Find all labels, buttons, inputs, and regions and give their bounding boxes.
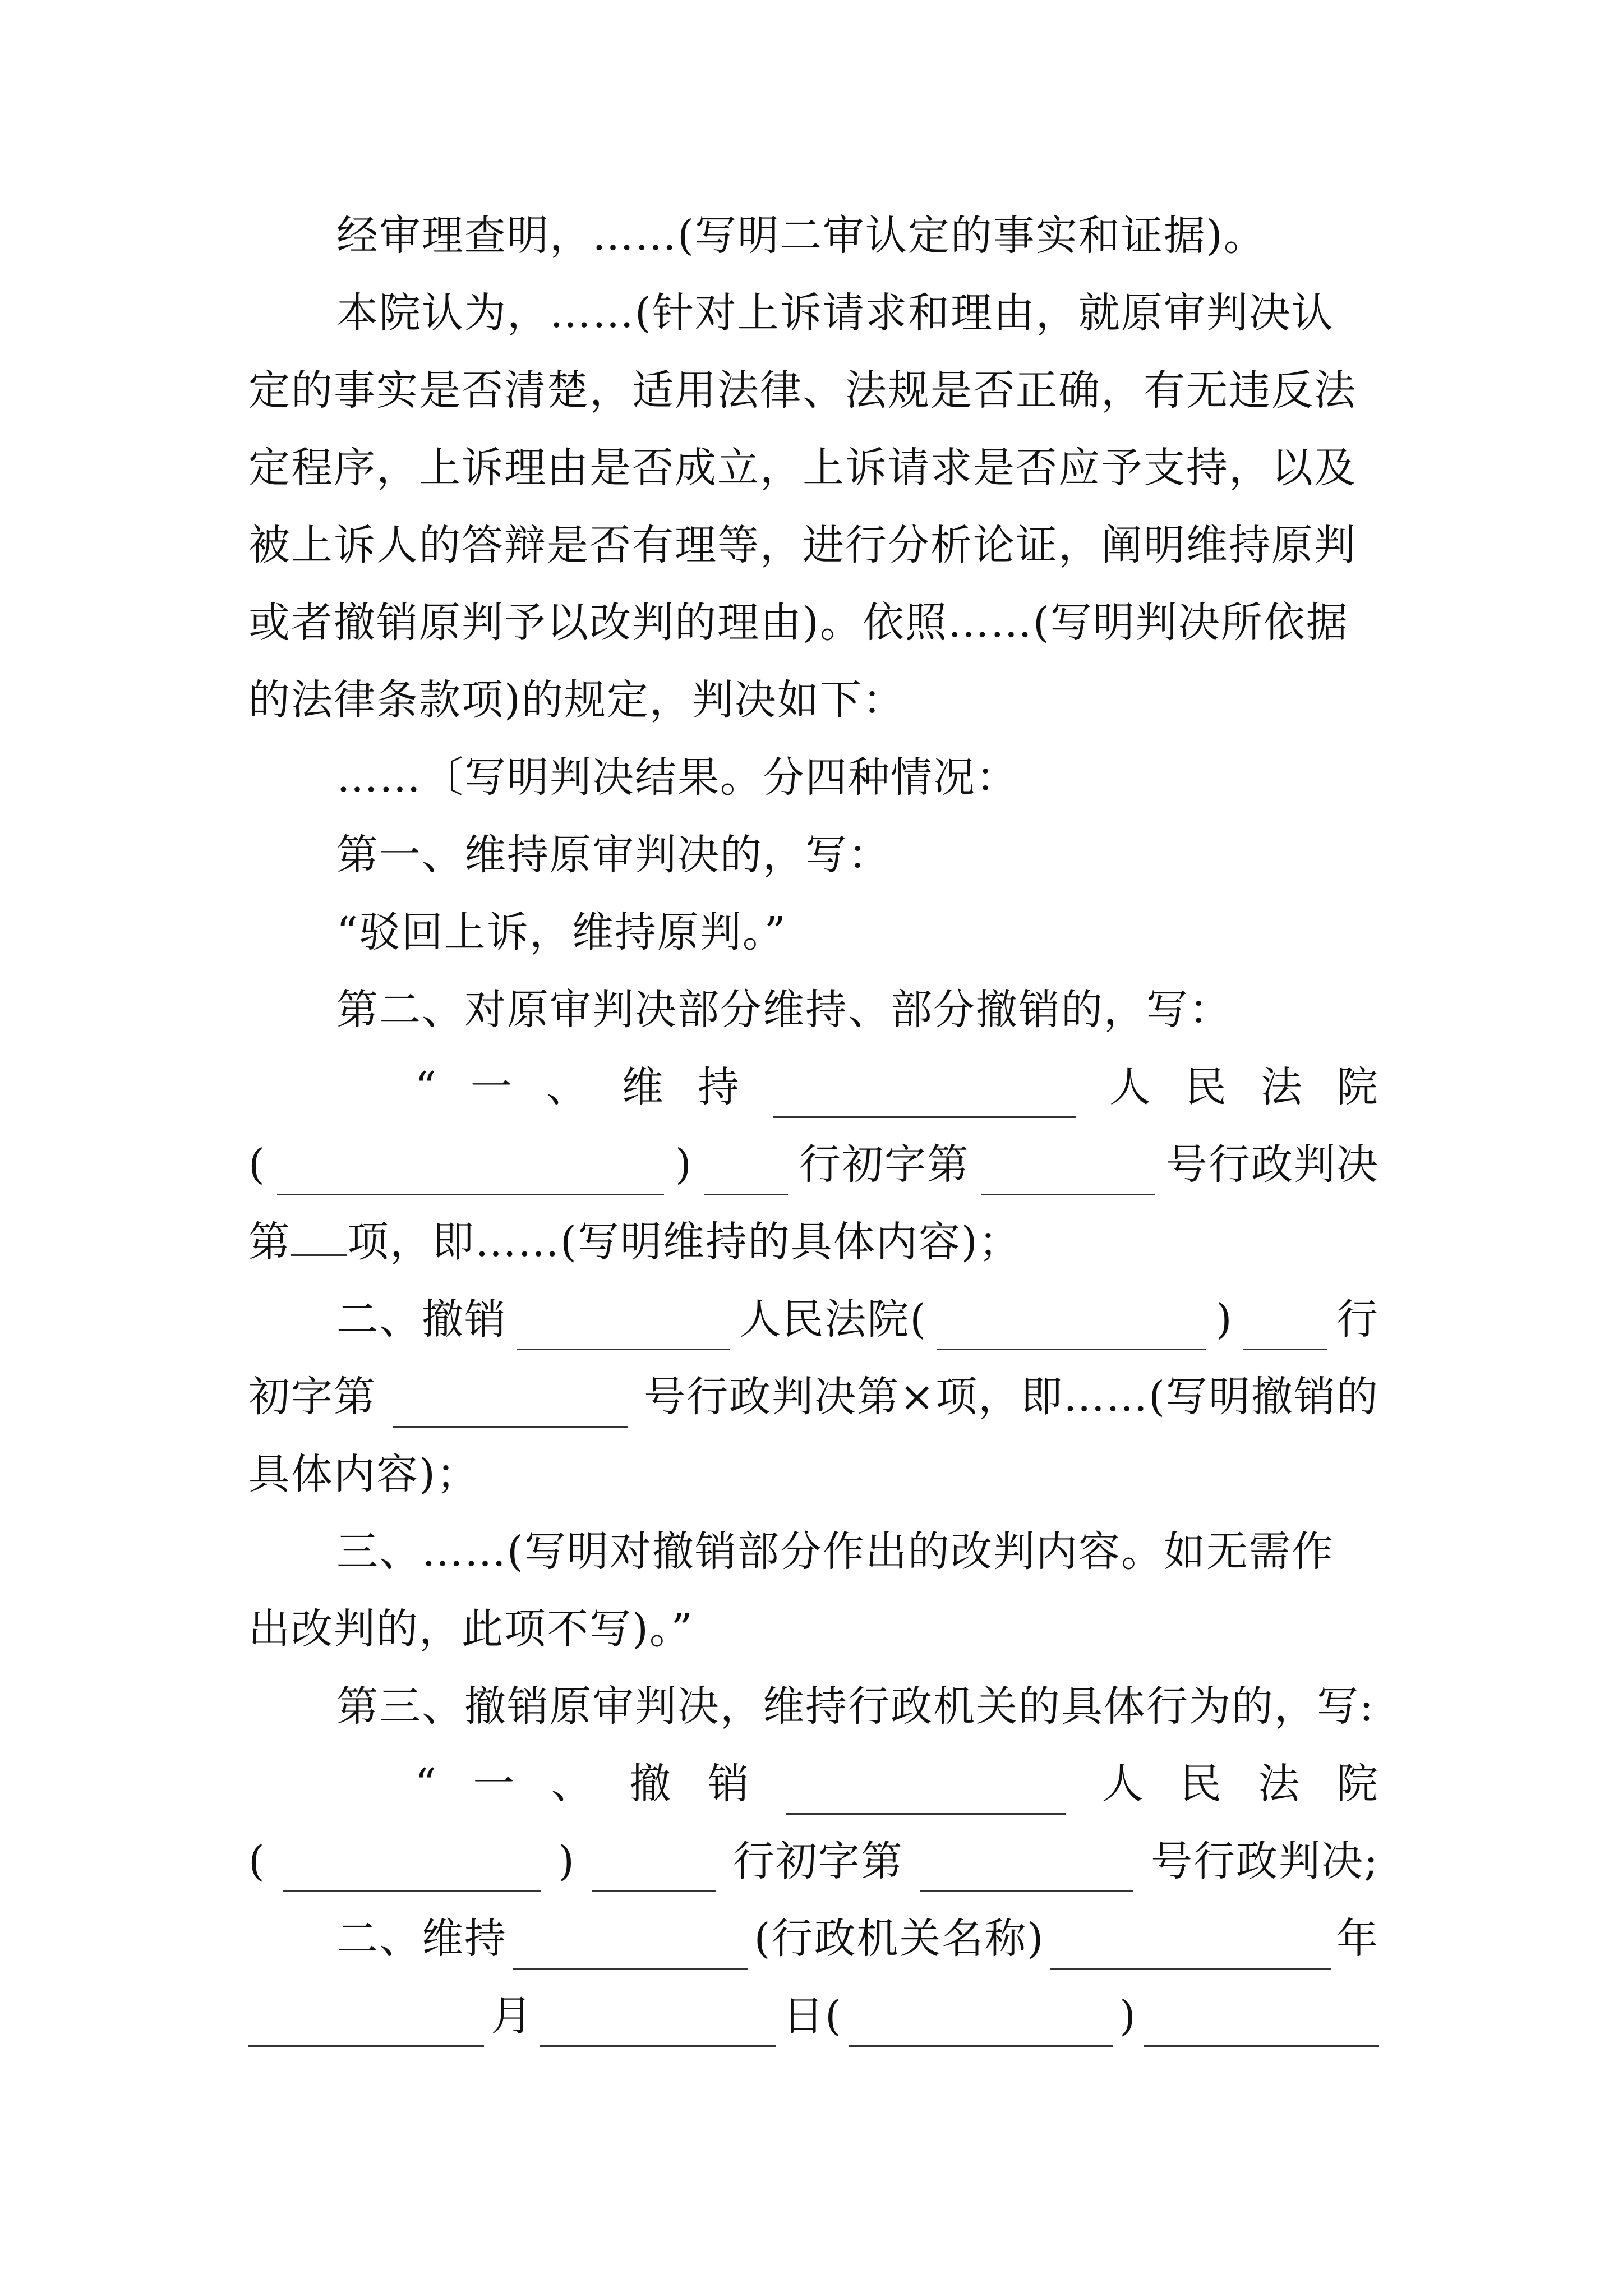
- text-segment: 号行政判决第×项，即……(写明撤销的: [644, 1373, 1379, 1421]
- text-segment: 第: [248, 1218, 291, 1266]
- text-line-with-blanks: [248, 1211, 1379, 1273]
- text-char: 民: [1180, 1760, 1223, 1808]
- text-line: 经审理查明，……(写明二审认定的事实和证据)。: [336, 211, 1266, 260]
- text-segment: ): [557, 1837, 575, 1885]
- text-char: 一: [473, 1760, 516, 1808]
- text-segment: 行初字第: [732, 1837, 903, 1885]
- text-line-spaced: [415, 1753, 1379, 1815]
- text-segment: ): [675, 1140, 693, 1189]
- text-char: 持: [697, 1063, 740, 1111]
- text-line-with-blanks: [336, 1289, 1379, 1350]
- fill-in-blank: [283, 1851, 541, 1892]
- text-line: 三、……(写明对撤销部分作出的改判内容。如无需作: [336, 1527, 1334, 1576]
- text-segment: (: [248, 1837, 266, 1885]
- text-char: “: [415, 1760, 437, 1808]
- fill-in-blank: [920, 1851, 1133, 1892]
- text-segment: 月: [491, 1992, 534, 2040]
- text-segment: (行政机关名称): [754, 1915, 1045, 1963]
- fill-in-blank: [540, 2006, 776, 2047]
- fill-in-blank: [773, 1077, 1076, 1118]
- text-segment: ): [1119, 1992, 1137, 2040]
- text-line-with-blanks: [248, 1366, 1379, 1428]
- fill-in-blank: [849, 2006, 1113, 2047]
- text-line: 的法律条款项)的规定，判决如下：: [248, 676, 905, 724]
- text-segment: 年: [1336, 1915, 1379, 1963]
- text-char: 人: [1101, 1760, 1145, 1808]
- text-char: 、: [551, 1760, 594, 1808]
- text-line: 出改判的，此项不写)。”: [248, 1605, 694, 1653]
- fill-in-blank: [704, 1154, 788, 1195]
- text-line-with-blanks: [336, 1908, 1379, 1970]
- fill-in-blank: [513, 1929, 748, 1970]
- fill-in-blank: [1050, 1929, 1331, 1970]
- text-char: 民: [1184, 1063, 1228, 1111]
- text-line-spaced: [415, 1056, 1379, 1118]
- fill-in-blank: [786, 1774, 1066, 1815]
- text-segment: 人民法院(: [739, 1295, 928, 1343]
- text-line: 具体内容)；: [248, 1450, 479, 1498]
- text-char: 院: [1336, 1760, 1379, 1808]
- text-char: 人: [1109, 1063, 1152, 1111]
- fill-in-blank: [981, 1154, 1155, 1195]
- text-line: 第三、撤销原审判决，维持行政机关的具体行为的，写:: [336, 1682, 1375, 1731]
- text-segment: (: [248, 1140, 266, 1189]
- fill-in-blank: [517, 1309, 730, 1350]
- text-char: 维: [621, 1063, 665, 1111]
- text-segment: 日(: [782, 1992, 842, 2040]
- text-char: 撤: [629, 1760, 672, 1808]
- text-line: 第二、对原审判决部分维持、部分撤销的，写：: [336, 986, 1232, 1034]
- fill-in-blank: [1144, 2006, 1379, 2047]
- fill-in-blank: [277, 1154, 664, 1195]
- text-segment: 行: [1336, 1295, 1379, 1343]
- text-char: 法: [1258, 1760, 1301, 1808]
- text-segment: 项，即……(写明维持的具体内容)；: [347, 1218, 1021, 1266]
- fill-in-blank: [291, 1215, 347, 1256]
- text-char: 、: [546, 1063, 589, 1111]
- text-line: 本院认为，……(针对上诉请求和理由，就原审判决认: [336, 289, 1334, 337]
- text-segment: 二、维持: [336, 1915, 507, 1963]
- text-char: “: [415, 1063, 437, 1111]
- text-line: ……〔写明判决结果。分四种情况：: [336, 753, 1018, 802]
- text-segment: 二、撤销: [336, 1295, 507, 1343]
- text-line: 定的事实是否清楚，适用法律、法规是否正确，有无违反法: [248, 366, 1357, 415]
- text-line-with-blanks: [248, 1134, 1379, 1195]
- text-char: 一: [470, 1063, 513, 1111]
- text-line-with-blanks: [248, 1830, 1379, 1892]
- text-segment: 行初字第: [799, 1140, 970, 1189]
- fill-in-blank: [937, 1309, 1206, 1350]
- text-line: 第一、维持原审判决的，写：: [336, 831, 891, 879]
- text-segment: 初字第: [248, 1373, 376, 1421]
- text-segment: 号行政判决;: [1151, 1837, 1379, 1885]
- fill-in-blank: [248, 2006, 484, 2047]
- text-line: “驳回上诉，维持原判。”: [336, 908, 787, 956]
- text-line: 被上诉人的答辩是否有理等，进行分析论证，阐明维持原判: [248, 521, 1357, 569]
- text-char: 法: [1260, 1063, 1303, 1111]
- text-line-with-blanks: [248, 1985, 1379, 2047]
- fill-in-blank: [592, 1851, 716, 1892]
- text-char: 院: [1336, 1063, 1379, 1111]
- fill-in-blank: [1243, 1309, 1327, 1350]
- text-line: 或者撤销原判予以改判的理由)。依照……(写明判决所依据: [248, 599, 1349, 647]
- text-char: 销: [707, 1760, 750, 1808]
- fill-in-blank: [393, 1387, 628, 1428]
- text-segment: 号行政判决: [1165, 1140, 1379, 1189]
- text-segment: ): [1215, 1295, 1233, 1343]
- text-line: 定程序，上诉理由是否成立，上诉请求是否应予支持，以及: [248, 444, 1357, 492]
